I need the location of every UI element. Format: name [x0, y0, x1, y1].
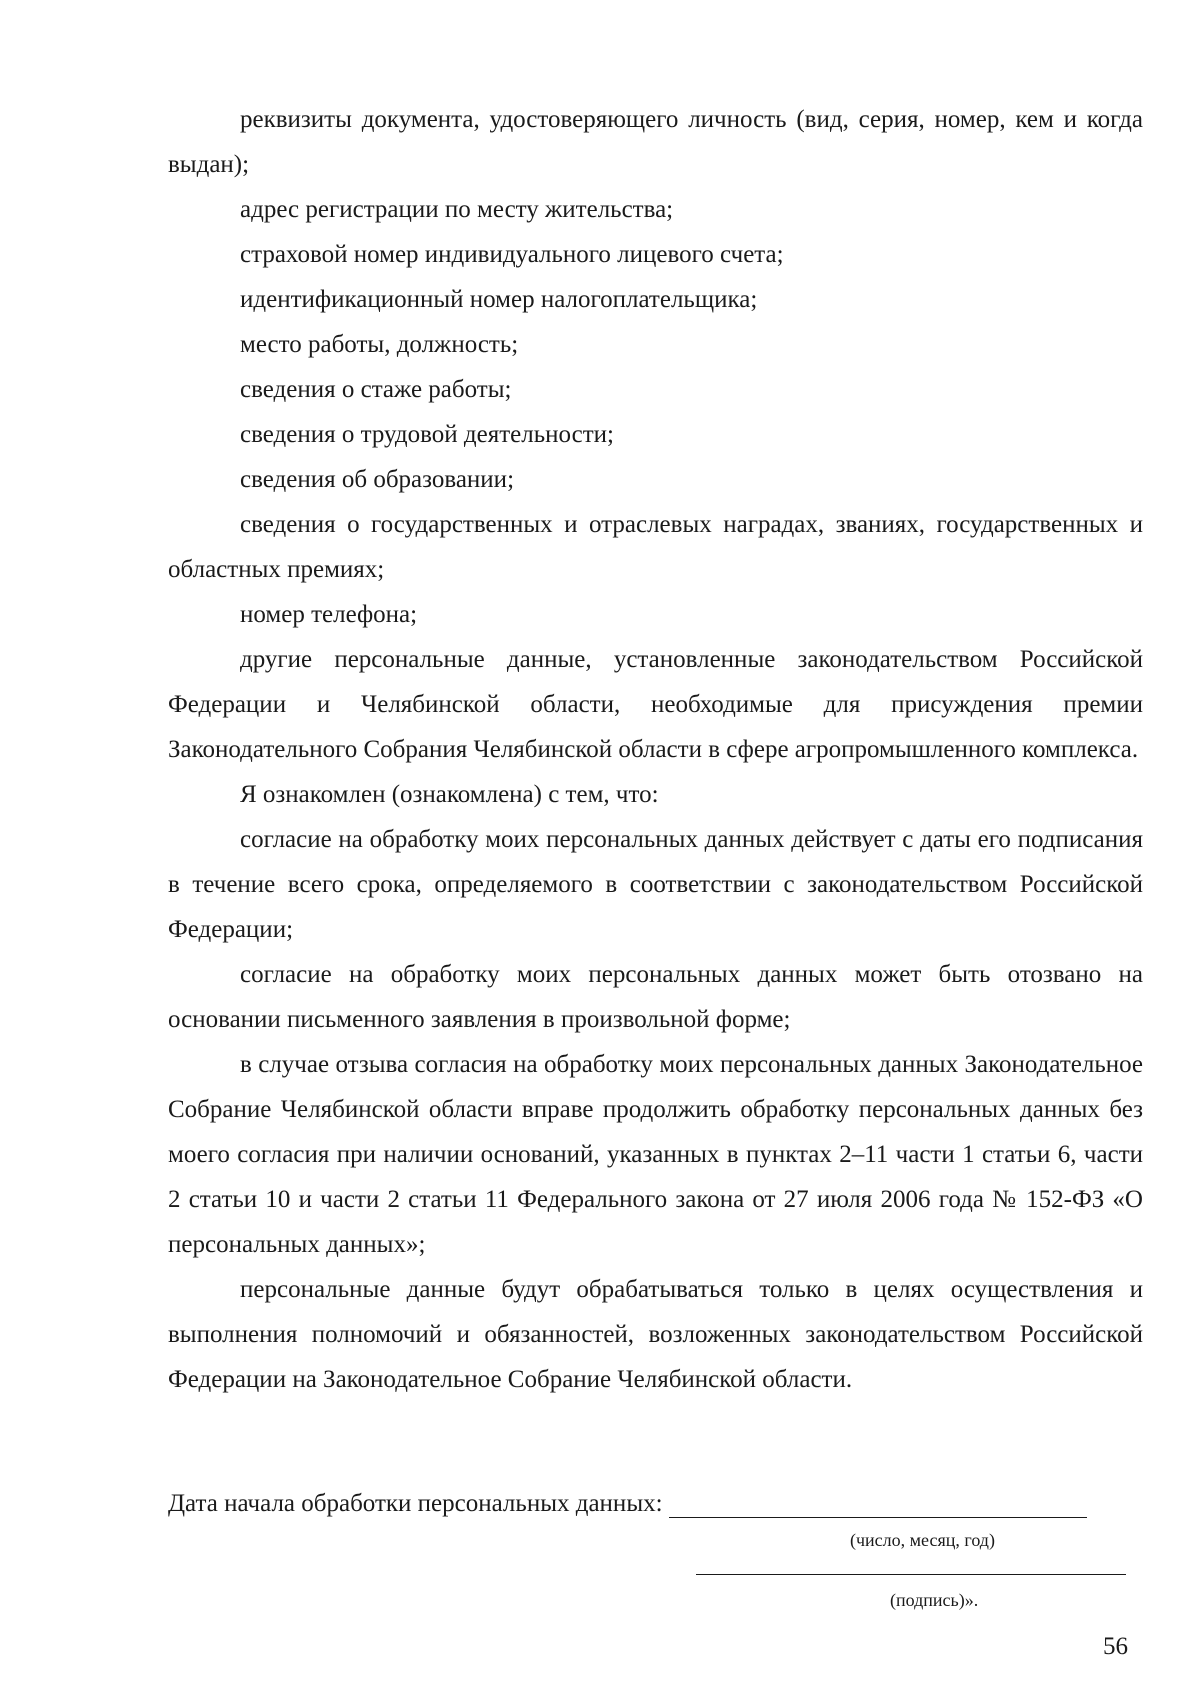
date-label: Дата начала обработки персональных данных: — [168, 1490, 663, 1517]
page-number: 56 — [1103, 1633, 1128, 1660]
date-caption: (число, месяц, год) — [850, 1530, 995, 1550]
paragraph-other-data: другие персональные данные, установленные законодательством Российской Федерации и Челябинской области, необходимые для присуждения премии Законодательного Собрания Челябинской области в сфере агропромышленного комплекса. — [168, 646, 1143, 763]
paragraph-revocation-case: в случае отзыва согласия на обработку моих персональных данных Законодательное Собрание Челябинской области вправе продолжить обработку персональных данных без моего согласия при наличии оснований, указанных в пунктах 2–11 части 1 статьи 6, части 2 статьи 10 и части 2 статьи 11 Федерального закона от 27 июля 2006 года № 152-ФЗ «О персональных данных»; — [168, 1051, 1143, 1258]
paragraph-insurance-number: страховой номер индивидуального лицевого счета; — [240, 241, 784, 268]
paragraph-phone: номер телефона; — [240, 601, 418, 628]
signature-caption: (подпись)». — [890, 1590, 979, 1610]
paragraph-consent-validity: согласие на обработку моих персональных данных действует с даты его подписания в течение всего срока, определяемого в соответствии с законодательством Российской Федерации; — [168, 826, 1143, 943]
date-line — [168, 1490, 1143, 1518]
paragraph-id-document: реквизиты документа, удостоверяющего личность (вид, серия, номер, кем и когда выдан); — [168, 106, 1143, 178]
signature-block — [168, 1490, 1143, 1610]
paragraph-processing-purpose: персональные данные будут обрабатываться только в целях осуществления и выполнения полномочий и обязанностей, возложенных законодательством Российской Федерации на Законодательное Собрание Челябинской области. — [168, 1276, 1143, 1393]
document-body — [168, 97, 1143, 1402]
paragraph-work-experience: сведения о стаже работы; — [240, 376, 512, 403]
date-blank-line — [669, 1495, 1087, 1518]
paragraph-education: сведения об образовании; — [240, 466, 515, 493]
paragraph-awards: сведения о государственных и отраслевых наградах, званиях, государственных и областных премиях; — [168, 511, 1143, 583]
signature-blank-line — [696, 1574, 1126, 1575]
paragraph-labor-activity: сведения о трудовой деятельности; — [240, 421, 614, 448]
paragraph-acknowledgement: Я ознакомлен (ознакомлена) с тем, что: — [240, 781, 659, 808]
paragraph-tax-number: идентификационный номер налогоплательщика; — [240, 286, 758, 313]
paragraph-registration-address: адрес регистрации по месту жительства; — [240, 196, 674, 223]
paragraph-consent-revocation: согласие на обработку моих персональных данных может быть отозвано на основании письменного заявления в произвольной форме; — [168, 961, 1143, 1033]
paragraph-workplace: место работы, должность; — [240, 331, 519, 358]
